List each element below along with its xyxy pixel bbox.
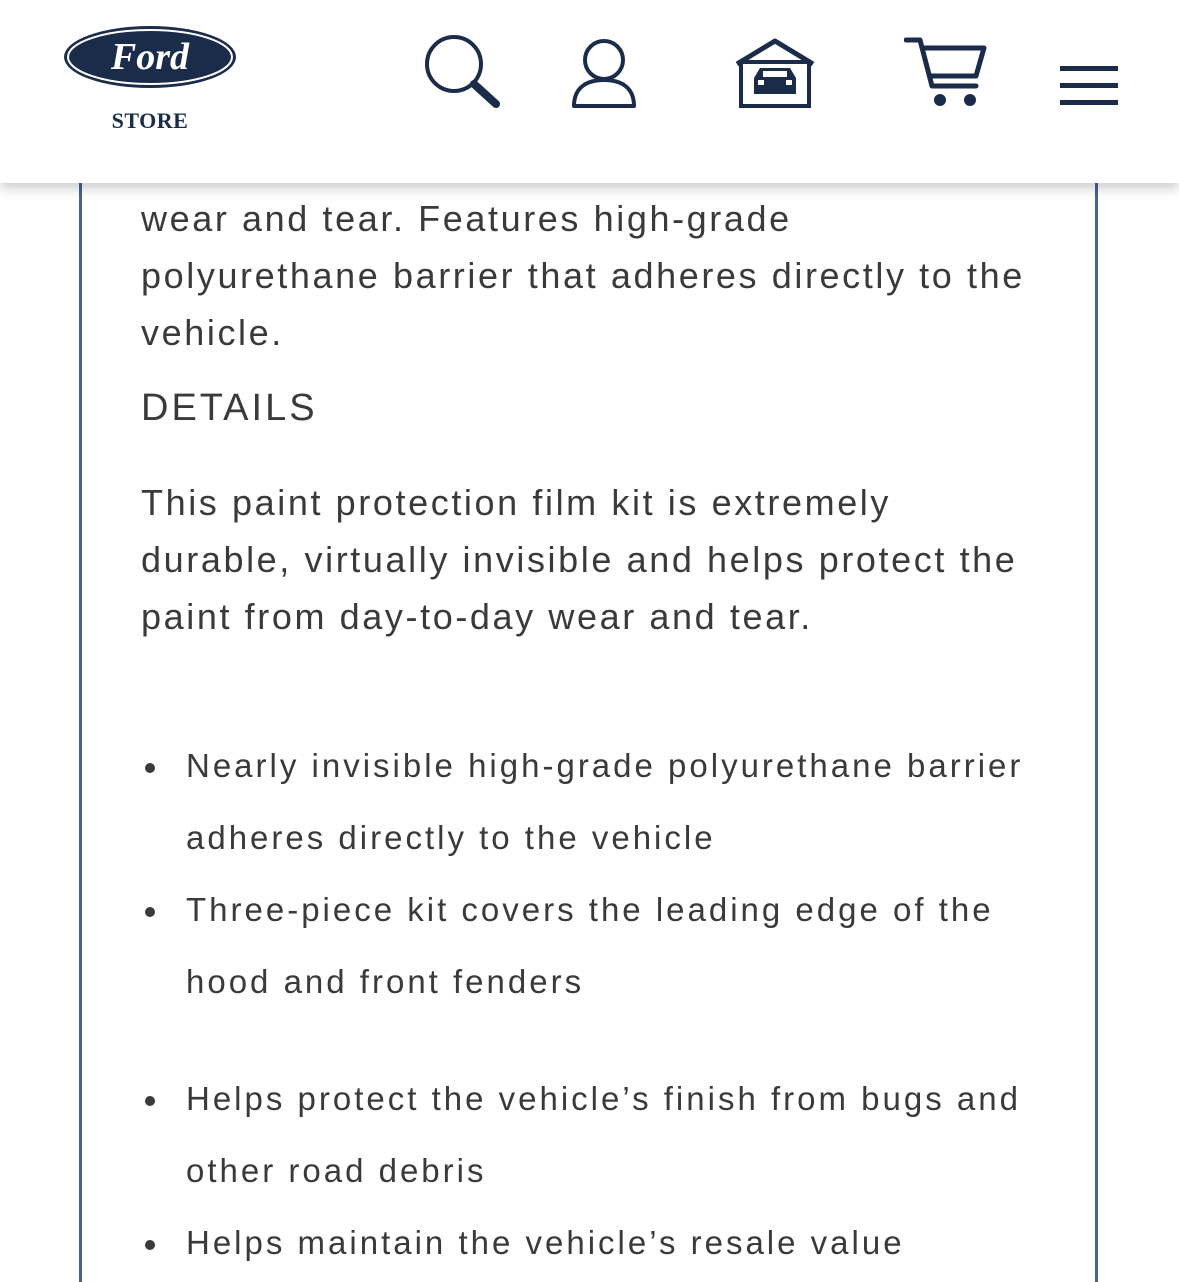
ford-oval-icon	[62, 24, 238, 90]
bullet-icon	[145, 1240, 155, 1250]
feature-text: Helps protect the vehicle’s finish from bugs and other road debris	[186, 1080, 1021, 1189]
cart-button[interactable]	[904, 36, 990, 115]
logo-subtitle: STORE	[111, 108, 189, 133]
hamburger-menu-icon	[1060, 66, 1118, 106]
menu-button[interactable]	[1060, 66, 1118, 111]
cart-icon	[904, 36, 990, 110]
bullet-icon	[145, 763, 155, 773]
feature-text: Nearly invisible high-grade polyurethane barrier adheres directly to the vehicle	[186, 747, 1024, 856]
list-item	[141, 1063, 1041, 1207]
ford-store-logo[interactable]	[62, 24, 238, 134]
feature-text: Three-piece kit covers the leading edge of the hood and front fenders	[186, 891, 994, 1000]
account-button[interactable]	[570, 36, 638, 117]
list-item	[141, 874, 1041, 1018]
logo-wordmark: Ford	[110, 36, 190, 78]
user-icon	[570, 36, 638, 112]
feature-list	[141, 730, 1041, 1279]
garage-button[interactable]	[734, 38, 816, 113]
list-item	[141, 1207, 1041, 1279]
intro-text: wear and tear. Features high-grade polyurethane barrier that adheres directly to the vehicle.	[141, 198, 1025, 353]
search-icon	[422, 34, 502, 110]
details-description: This paint protection film kit is extremely durable, virtually invisible and helps protect the paint from day-to-day wear and tear.	[141, 482, 1018, 637]
bullet-icon	[145, 1096, 155, 1106]
details-heading: DETAILS	[141, 387, 318, 429]
feature-text: Helps maintain the vehicle’s resale value	[186, 1224, 905, 1261]
bullet-icon	[145, 907, 155, 917]
list-item	[141, 730, 1041, 874]
search-button[interactable]	[422, 34, 502, 115]
garage-icon	[734, 38, 816, 108]
site-header	[0, 0, 1179, 183]
